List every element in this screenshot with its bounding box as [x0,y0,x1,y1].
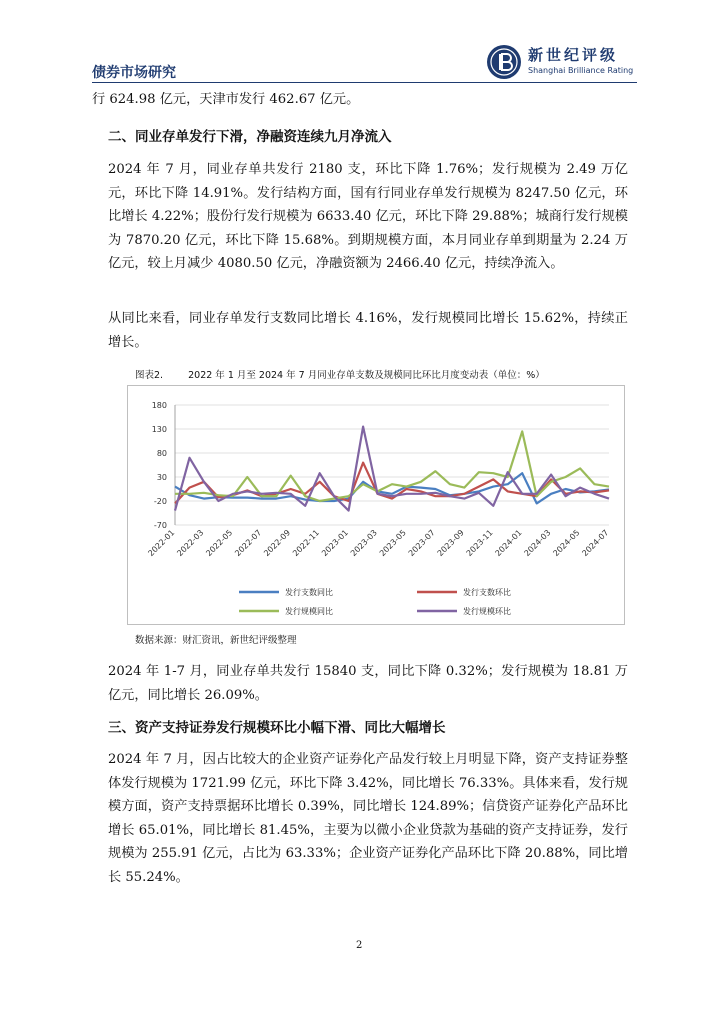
y-tick-label: 80 [156,449,167,458]
figure-source: 数据来源：财汇资讯，新世纪评级整理 [135,635,297,646]
company-logo-icon [486,44,522,80]
y-tick-label: 130 [151,425,167,434]
figure-number: 图表2. [135,370,164,381]
line-chart [127,385,625,625]
x-tick-label: 2023-05 [377,528,408,559]
paragraph-3 [108,660,628,707]
y-tick-label: 30 [156,473,167,482]
section-heading-3: 三、资产支持证券发行规模环比小幅下滑、同比大幅增长 [108,720,446,736]
x-tick-label: 2023-01 [320,528,351,559]
paragraph-1-text: 2024 年 7 月，同业存单共发行 2180 支，环比下降 1.76%；发行规模为 2.49 万亿元，环比下降 14.91%。发行结构方面，国有行同业存单发行规模为 8247.50 亿元，环比增长 4.22%；股份行发行规模为 6633.40 亿元，环比下降 29.88%；城商行发行规模为 7870.20 亿元，环比下降 15.68%。到期规模方面，本月同业存单到期量为 2.24 万亿元，较上月减少 4080.50 亿元，净融资额为 2466.40 亿元，持续净流入。 [108,162,628,271]
paragraph-4 [108,748,628,889]
legend-label: 发行规模环比 [463,607,511,616]
y-tick-label: -20 [153,497,167,506]
y-tick-label: -70 [153,521,167,530]
x-tick-label: 2022-03 [175,528,206,559]
header-section-title: 债券市场研究 [92,65,176,81]
x-tick-label: 2022-05 [204,528,235,559]
x-tick-label: 2024-05 [551,528,582,559]
legend-label: 发行支数环比 [463,588,511,597]
x-tick-label: 2023-03 [348,528,379,559]
x-tick-label: 2024-03 [522,528,553,559]
header-divider [92,82,637,83]
y-tick-label: 180 [151,401,167,410]
x-tick-label: 2024-07 [580,528,611,559]
paragraph-4-text: 2024 年 7 月，因占比较大的企业资产证券化产品发行较上月明显下降，资产支持证券整体发行规模为 1721.99 亿元，环比下降 3.42%，同比增长 76.33%。具体来看，发行规模方面，资产支持票据环比增长 0.39%，同比增长 124.89%；信贷资产证券化产品环比增长 65.01%，同比增长 81.45%，主要为以微小企业贷款为基础的资产支持证券，发行规模为 255.91 亿元，占比为 63.33%；企业资产证券化产品环比下降 20.88%，同比增长 55.24%。 [108,752,628,885]
intro-line: 行 624.98 亿元，天津市发行 462.67 亿元。 [92,92,360,107]
paragraph-3-text: 2024 年 1-7 月，同业存单共发行 15840 支，同比下降 0.32%；发行规模为 18.81 万亿元，同比增长 26.09%。 [108,664,628,703]
x-tick-label: 2022-11 [291,528,322,559]
x-tick-label: 2023-09 [435,528,466,559]
page-number: 2 [356,940,363,951]
paragraph-2-text: 从同比来看，同业存单发行支数同比增长 4.16%，发行规模同比增长 15.62%，持续正增长。 [108,311,628,350]
paragraph-2 [108,307,628,354]
x-tick-label: 2024-01 [493,528,524,559]
x-tick-label: 2023-07 [406,528,437,559]
section-heading-2: 二、同业存单发行下滑，净融资连续九月净流入 [108,129,392,145]
x-tick-label: 2022-01 [146,528,177,559]
brand-name-en: Shanghai Brilliance Rating [528,66,634,75]
legend-label: 发行支数同比 [285,588,333,597]
x-tick-label: 2022-07 [233,528,264,559]
legend-label: 发行规模同比 [285,607,333,616]
brand-name-cn: 新世纪评级 [528,46,619,64]
x-tick-label: 2023-11 [464,528,495,559]
paragraph-1 [108,158,628,276]
figure-caption [135,367,545,381]
chart-frame [128,386,625,625]
figure-title: 2022 年 1 月至 2024 年 7 月同业存单支数及规模同比环比月度变动表（单位：%） [188,370,545,381]
x-tick-label: 2022-09 [262,528,293,559]
